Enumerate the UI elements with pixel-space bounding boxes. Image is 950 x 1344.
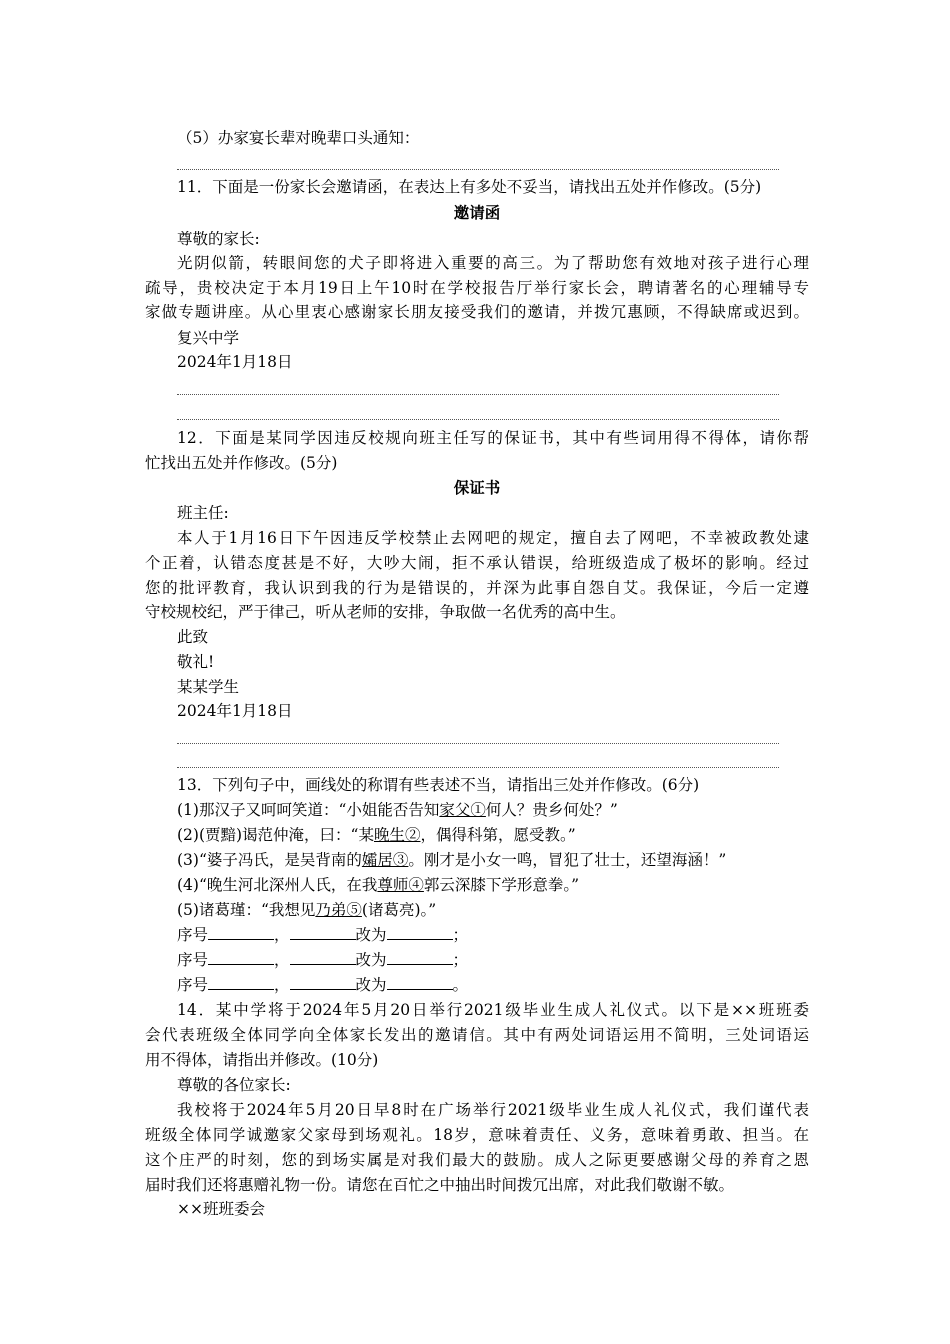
q13-sentence-2: (2)(贾黯)谒范仲淹，曰：“某晚生②，偶得科第，愿受教。” [177,826,576,844]
q14-prompt: 会代表班级全体同学向全体家长发出的邀请信。其中有两处词语运用不简明，三处词语运 [145,1026,809,1044]
answer-line [177,743,779,744]
q13-sentence-4: (4)“晚生河北深州人氏，在我尊师④郭云深膝下学形意拳。” [177,876,580,894]
answer-blank[interactable] [387,949,453,965]
q14-prompt: 14．某中学将于2024年5月20日举行2021级毕业生成人礼仪式。以下是××班班委 [177,1001,809,1019]
answer-line [177,394,779,395]
q13-answer-row: 序号 ， 改为 ； [177,951,469,969]
q12-prompt: 忙找出五处并作修改。(5分) [145,454,338,472]
q11-salutation: 尊敬的家长: [177,230,260,248]
q14-salutation: 尊敬的各位家长: [177,1076,291,1094]
answer-blank[interactable] [208,924,274,940]
q10-item5: （5）办家宴长辈对晚辈口头通知： [177,129,420,147]
q12-body-line: 守校规校纪，严于律己，听从老师的安排，争取做一名优秀的高中生。 [145,603,626,621]
q14-body-line: 班级全体同学诚邀家父家母到场观礼。18岁，意味着责任、义务，意味着勇敢、担当。在 [145,1126,809,1144]
q12-body-line: 本人于1月16日下午因违反学校禁止去网吧的规定，擅自去了网吧，不幸被政教处逮 [177,529,809,547]
q12-title: 保证书 [453,479,501,497]
answer-blank[interactable] [290,924,356,940]
answer-blank[interactable] [290,974,356,990]
q11-prompt: 11．下面是一份家长会邀请函，在表达上有多处不妥当，请找出五处并作修改。(5分) [177,178,762,196]
q11-date: 2024年1月18日 [177,353,293,371]
q14-body-line: 届时我们还将惠赠礼物一份。请您在百忙之中抽出时间拨冗出席，对此我们敬谢不敏。 [145,1176,735,1194]
q13-answer-row: 序号 ， 改为 。 [177,976,469,994]
q12-closing: 此致 [177,628,209,646]
q11-body-line: 光阴似箭，转眼间您的犬子即将进入重要的高三。为了帮助您有效地对孩子进行心理 [177,254,809,272]
q13-sentence-1: (1)那汉子又呵呵笑道：“小姐能否告知家父①何人？贵乡何处？” [177,801,618,819]
q13-sentence-3: (3)“婆子冯氏，是吴背南的孀居③。刚才是小女一鸣，冒犯了壮士，还望海涵！” [177,851,727,869]
q11-title: 邀请函 [453,204,501,222]
q12-closing: 敬礼! [177,653,215,671]
answer-blank[interactable] [387,924,453,940]
answer-blank[interactable] [387,974,453,990]
q11-body-line: 疏导，贵校决定于本月19日上午10时在学校报告厅举行家长会，聘请著名的心理辅导专 [145,279,809,297]
underlined-term: 尊师④ [377,876,424,894]
q14-signature: ××班班委会 [177,1200,265,1218]
q13-sentence-5: (5)诸葛瑾：“我想见乃弟⑤(诸葛亮)。” [177,901,437,919]
answer-line [177,767,779,768]
q13-answer-row: 序号 ， 改为 ； [177,926,469,944]
q12-prompt: 12．下面是某同学因违反校规向班主任写的保证书，其中有些词用得不得体，请你帮 [177,429,809,447]
underlined-term: 晚生② [373,826,421,844]
answer-blank[interactable] [290,949,356,965]
answer-line [177,419,779,420]
q14-body-line: 这个庄严的时刻，您的到场实属是对我们最大的鼓励。成人之际更要感谢父母的养育之恩 [145,1151,809,1169]
q12-body-line: 个正着，认错态度甚是不好，大吵大闹，拒不承认错误，给班级造成了极坏的影响。经过 [145,554,809,572]
answer-blank[interactable] [208,974,274,990]
q12-date: 2024年1月18日 [177,702,293,720]
answer-blank[interactable] [208,949,274,965]
q13-prompt: 13．下列句子中，画线处的称谓有些表述不当，请指出三处并作修改。(6分) [177,776,700,794]
q14-body-line: 我校将于2024年5月20日早8时在广场举行2021级毕业生成人礼仪式，我们谨代表 [177,1101,809,1119]
q14-prompt: 用不得体，请指出并修改。(10分) [145,1051,379,1069]
q11-signature: 复兴中学 [177,329,240,347]
answer-line [177,169,779,170]
q12-signature: 某某学生 [177,678,240,696]
q12-body-line: 您的批评教育，我认识到我的行为是错误的，并深为此事自怨自艾。我保证，今后一定遵 [145,579,809,597]
underlined-term: 家父① [439,801,486,819]
underlined-term: 孀居③ [361,851,409,869]
q12-salutation: 班主任: [177,504,229,522]
underlined-term: 乃弟⑤ [315,901,362,919]
q11-body-line: 家做专题讲座。从心里衷心感谢家长朋友接受我们的邀请，并拨冗惠顾，不得缺席或迟到。 [145,303,809,321]
